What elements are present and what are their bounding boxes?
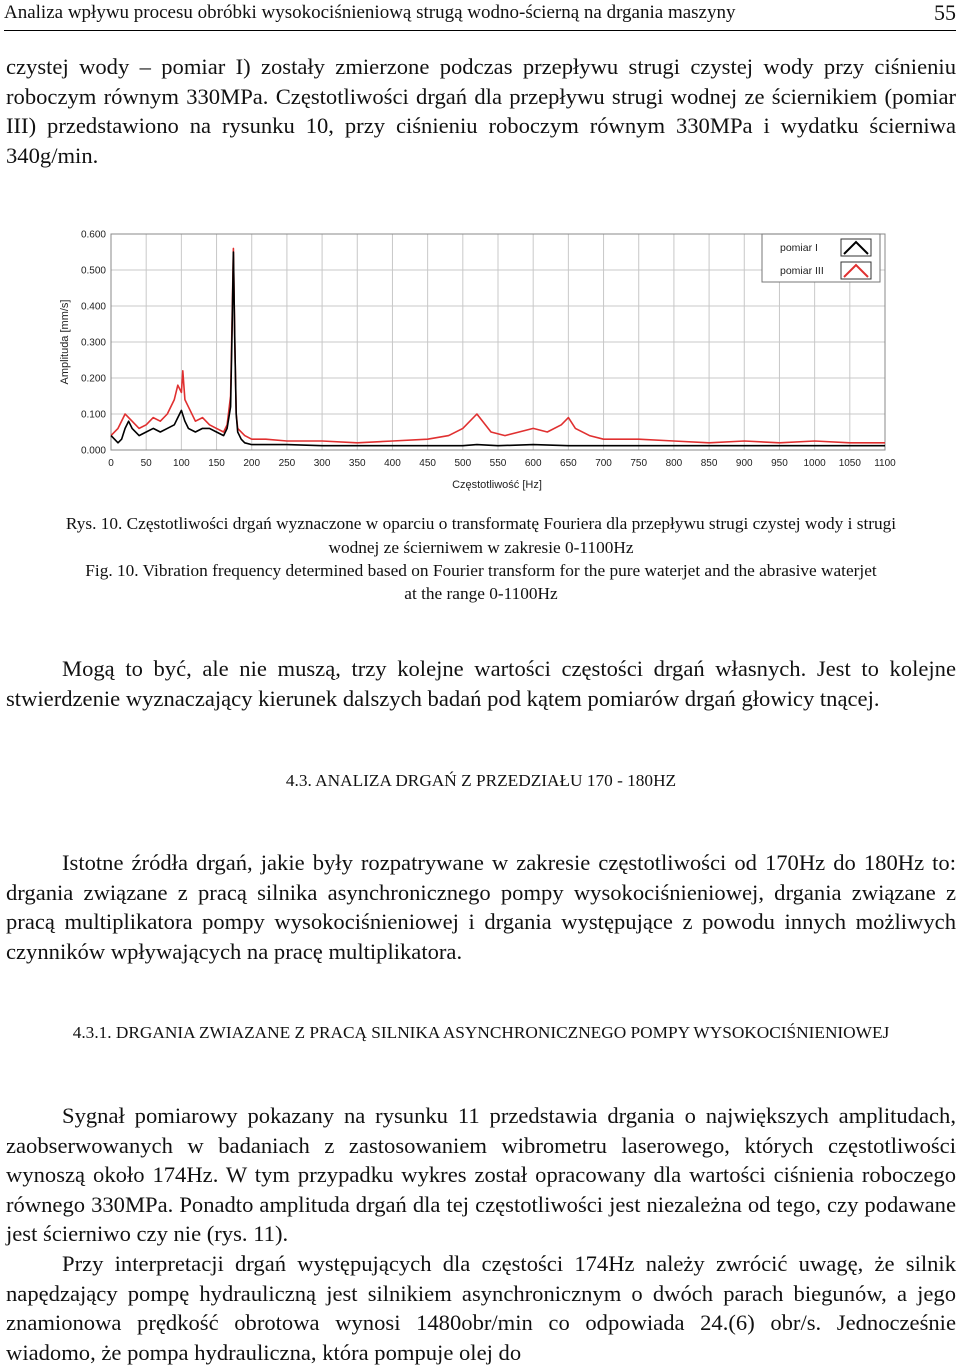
page-header — [4, 0, 956, 31]
running-title: Analiza wpływu procesu obróbki wysokociśnieniową strugą wodno-ścierną na drgania maszyny — [4, 2, 736, 23]
x-tick-label: 300 — [313, 458, 331, 469]
x-tick-label: 700 — [595, 458, 612, 469]
y-tick-label: 0.600 — [80, 229, 106, 241]
x-tick-label: 1100 — [874, 458, 896, 469]
legend-label-pomiar-i: pomiar I — [780, 242, 818, 254]
y-tick-label: 0.000 — [80, 445, 106, 457]
x-tick-label: 250 — [278, 458, 296, 469]
x-tick-label: 100 — [173, 458, 190, 469]
page-number: 55 — [934, 0, 956, 25]
x-tick-label: 550 — [489, 458, 507, 469]
chart-svg — [56, 222, 906, 492]
x-tick-label: 950 — [771, 458, 788, 469]
paragraph-interpretation: Przy interpretacji drgań występujących dla częstości 174Hz należy zwrócić uwagę, że silnik napędzający pompę hydrauliczną jest silnikiem asynchronicznym o dwóch parach biegunów, a jego znamionowa prędkość obrotowa wynosi 1480obr/min co odpowiada 24.(6) obr/s. Jednocześnie wiadomo, że pompa hydrauliczna, która pompuje olej do — [6, 1251, 956, 1365]
x-tick-label: 350 — [348, 458, 366, 469]
legend-label-pomiar-iii: pomiar III — [780, 265, 824, 277]
x-tick-label: 150 — [208, 458, 225, 469]
frequency-chart — [56, 222, 906, 492]
x-tick-label: 0 — [108, 458, 114, 469]
y-axis-label: Amplituda [mm/s] — [59, 299, 71, 385]
y-tick-label: 0.300 — [80, 337, 106, 349]
figure-caption-pl-1: Rys. 10. Częstotliwości drgań wyznaczone w oparciu o transformatę Fouriera dla przepływu strugi czystej wody i strugi — [65, 514, 897, 533]
x-tick-label: 900 — [735, 458, 753, 469]
x-tick-label: 500 — [454, 458, 472, 469]
x-tick-label: 400 — [384, 458, 401, 469]
paragraph-natural-frequencies: Mogą to być, ale nie muszą, trzy kolejne wartości częstości drgań własnych. Jest to kolejne stwierdzenie wyznaczający kierunek dalszych badań pod kątem pomiarów drgań głowicy tnącej. — [6, 656, 956, 711]
y-tick-label: 0.100 — [80, 409, 106, 421]
paragraph-sources: Istotne źródła drgań, jakie były rozpatrywane w zakresie częstotliwości od 170Hz do 180Hz to: drgania związane z pracą silnika asynchronicznego pompy wysokociśnieniowej, drgania związane z pracą multiplikatora pompy wysokociśnieniowej i drgania występujące z powodu innych możliwych czynników wpływających na pracę multiplikatora. — [6, 850, 956, 964]
y-tick-label: 0.500 — [80, 265, 106, 277]
x-tick-label: 50 — [140, 458, 152, 469]
figure-caption-en-1: Fig. 10. Vibration frequency determined based on Fourier transform for the pure waterjet and the abrasive waterjet — [85, 561, 877, 580]
section-heading-4-3: 4.3. ANALIZA DRGAŃ Z PRZEDZIAŁU 170 - 180HZ — [285, 771, 677, 790]
x-tick-label: 750 — [630, 458, 648, 469]
x-tick-label: 1000 — [803, 458, 826, 469]
x-tick-label: 1050 — [838, 458, 861, 469]
figure-caption-en-2: at the range 0-1100Hz — [404, 584, 558, 603]
x-tick-label: 650 — [560, 458, 577, 469]
x-tick-label: 450 — [419, 458, 436, 469]
figure-caption-pl-2: wodnej ze ścierniwem w zakresie 0-1100Hz — [328, 538, 634, 557]
y-tick-label: 0.400 — [80, 301, 106, 313]
paragraph-signal: Sygnał pomiarowy pokazany na rysunku 11 przedstawia drgania o największych amplitudach, zaobserwowanych w badaniach z zastosowaniem wibrometru laserowego, których częstotliwości wynoszą około 174Hz. W tym przypadku wykres został opracowany dla wartości ciśnienia roboczego równego 330MPa. Ponadto amplituda drgań dla tej częstotliwości jest niezależna od tego, czy podawane jest ścierniwo czy nie (rys. 11). — [6, 1103, 956, 1247]
y-tick-label: 0.200 — [80, 373, 106, 385]
x-tick-label: 850 — [700, 458, 718, 469]
chart-legend — [762, 234, 880, 282]
section-heading-4-3-1: 4.3.1. DRGANIA ZWIAZANE Z PRACĄ SILNIKA ASYNCHRONICZNEGO POMPY WYSOKOCIŚNIENIOWEJ — [72, 1023, 890, 1042]
x-axis-label: Częstotliwość [Hz] — [452, 479, 542, 491]
x-tick-label: 800 — [665, 458, 683, 469]
x-tick-label: 600 — [524, 458, 542, 469]
paragraph-intro: czystej wody – pomiar I) zostały zmierzone podczas przepływu strugi czystej wody przy ciśnieniu roboczym równym 330MPa. Częstotliwości drgań dla przepływu strugi wodnej ze ściernikiem (pomiar III) przedstawiono na rysunku 10, przy ciśnieniu roboczym równym 330MPa i wydatku ścierniwa 340g/min. — [6, 54, 956, 168]
x-tick-label: 200 — [243, 458, 261, 469]
